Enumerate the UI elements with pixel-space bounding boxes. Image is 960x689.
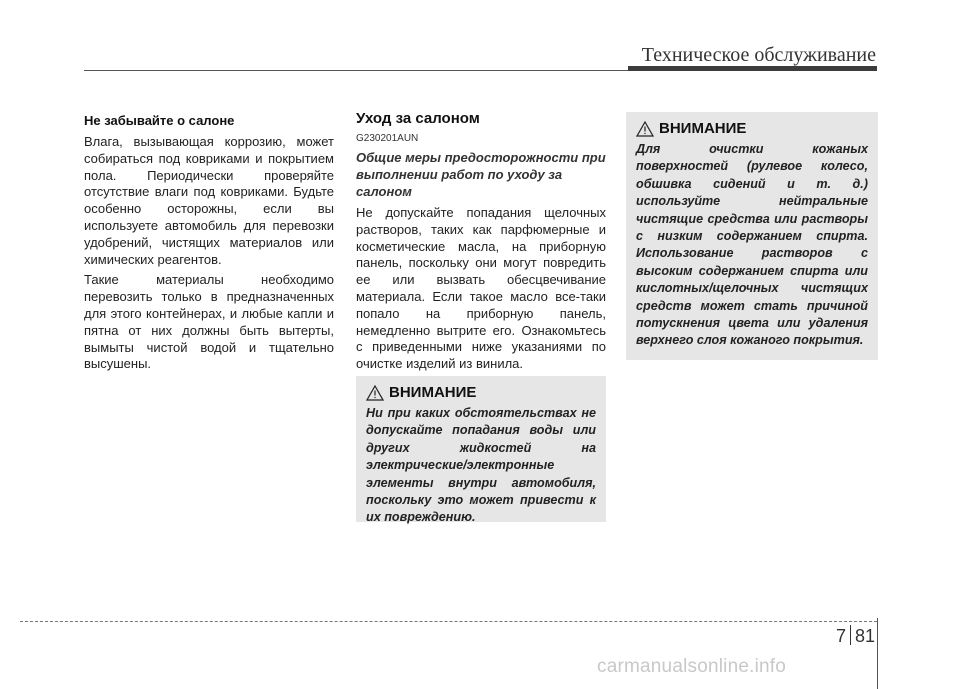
warning-title-text: ВНИМАНИЕ: [389, 384, 477, 401]
page-number-value: 81: [854, 626, 875, 646]
section-heading-interior-care: Уход за салоном: [356, 110, 480, 127]
footer-vertical-bar: [877, 618, 878, 689]
page-number-separator: [850, 625, 851, 645]
header-title: Техническое обслуживание: [641, 44, 876, 66]
section-heading-interior: Не забывайте о салоне: [84, 113, 235, 128]
chapter-number: 7: [835, 626, 846, 646]
warning-box-leather: [626, 112, 878, 360]
header-rule-thin: [84, 70, 629, 71]
column-middle: [356, 110, 606, 377]
column-left: [84, 110, 334, 377]
warning-title: [366, 384, 596, 401]
warning-text: Для очистки кожаных поверхностей (рулевое колесо, обшивка сидений и т. д.) используйте нейтральные чистящие средства или растворы с низким содержанием спирта. Использование растворов с высоким содержанием спирта или кислотных/щелочных чистящих средств может стать причиной потускнения цвета или удаления верхнего слоя кожаного покрытия.: [636, 142, 868, 348]
page-number: [836, 625, 875, 647]
paragraph-moisture: Влага, вызывающая коррозию, может собираться под ковриками и покрытием пола. Периодически проверяйте отсутствие влаги под ковриками. Будьте особенно осторожны, если вы используете автомобиль для перевозки удобрений, чистящих материалов или химических реагентов.: [84, 134, 334, 267]
warning-triangle-icon: [366, 385, 384, 401]
paragraph-materials: Такие материалы необходимо перевозить только в предназначенных для этого контейнерах, и любые капли и пятна от них должны быть вытерты, вымыты чистой водой и тщательно высушены.: [84, 272, 334, 372]
warning-title: [636, 120, 868, 137]
warning-box-liquids: [356, 376, 606, 525]
warning-triangle-icon: [636, 121, 654, 137]
subheading-precautions: Общие меры предосторожности при выполнении работ по уходу за салоном: [356, 150, 606, 199]
section-code: G230201AUN: [356, 133, 419, 144]
footer-dashed-rule: [20, 621, 877, 622]
warning-title-text: ВНИМАНИЕ: [659, 120, 747, 137]
header-rule-thick: [628, 66, 877, 71]
watermark: carmanualsonline.info: [597, 656, 787, 677]
paragraph-care: Не допускайте попадания щелочных растворов, таких как парфюмерные и косметические масла, на приборную панель, поскольку они могут повредить ее или вызвать обесцвечивание материала. Если такое масло все-таки попало на приборную панель, немедленно вытрите его. Ознакомьтесь с приведенными ниже указаниями по очистке изделий из винила.: [356, 205, 606, 372]
warning-text: Ни при каких обстоятельствах не допускайте попадания воды или других жидкостей на электрические/электронные элементы внутри автомобиля, поскольку это может привести к их повреждению.: [366, 406, 596, 525]
